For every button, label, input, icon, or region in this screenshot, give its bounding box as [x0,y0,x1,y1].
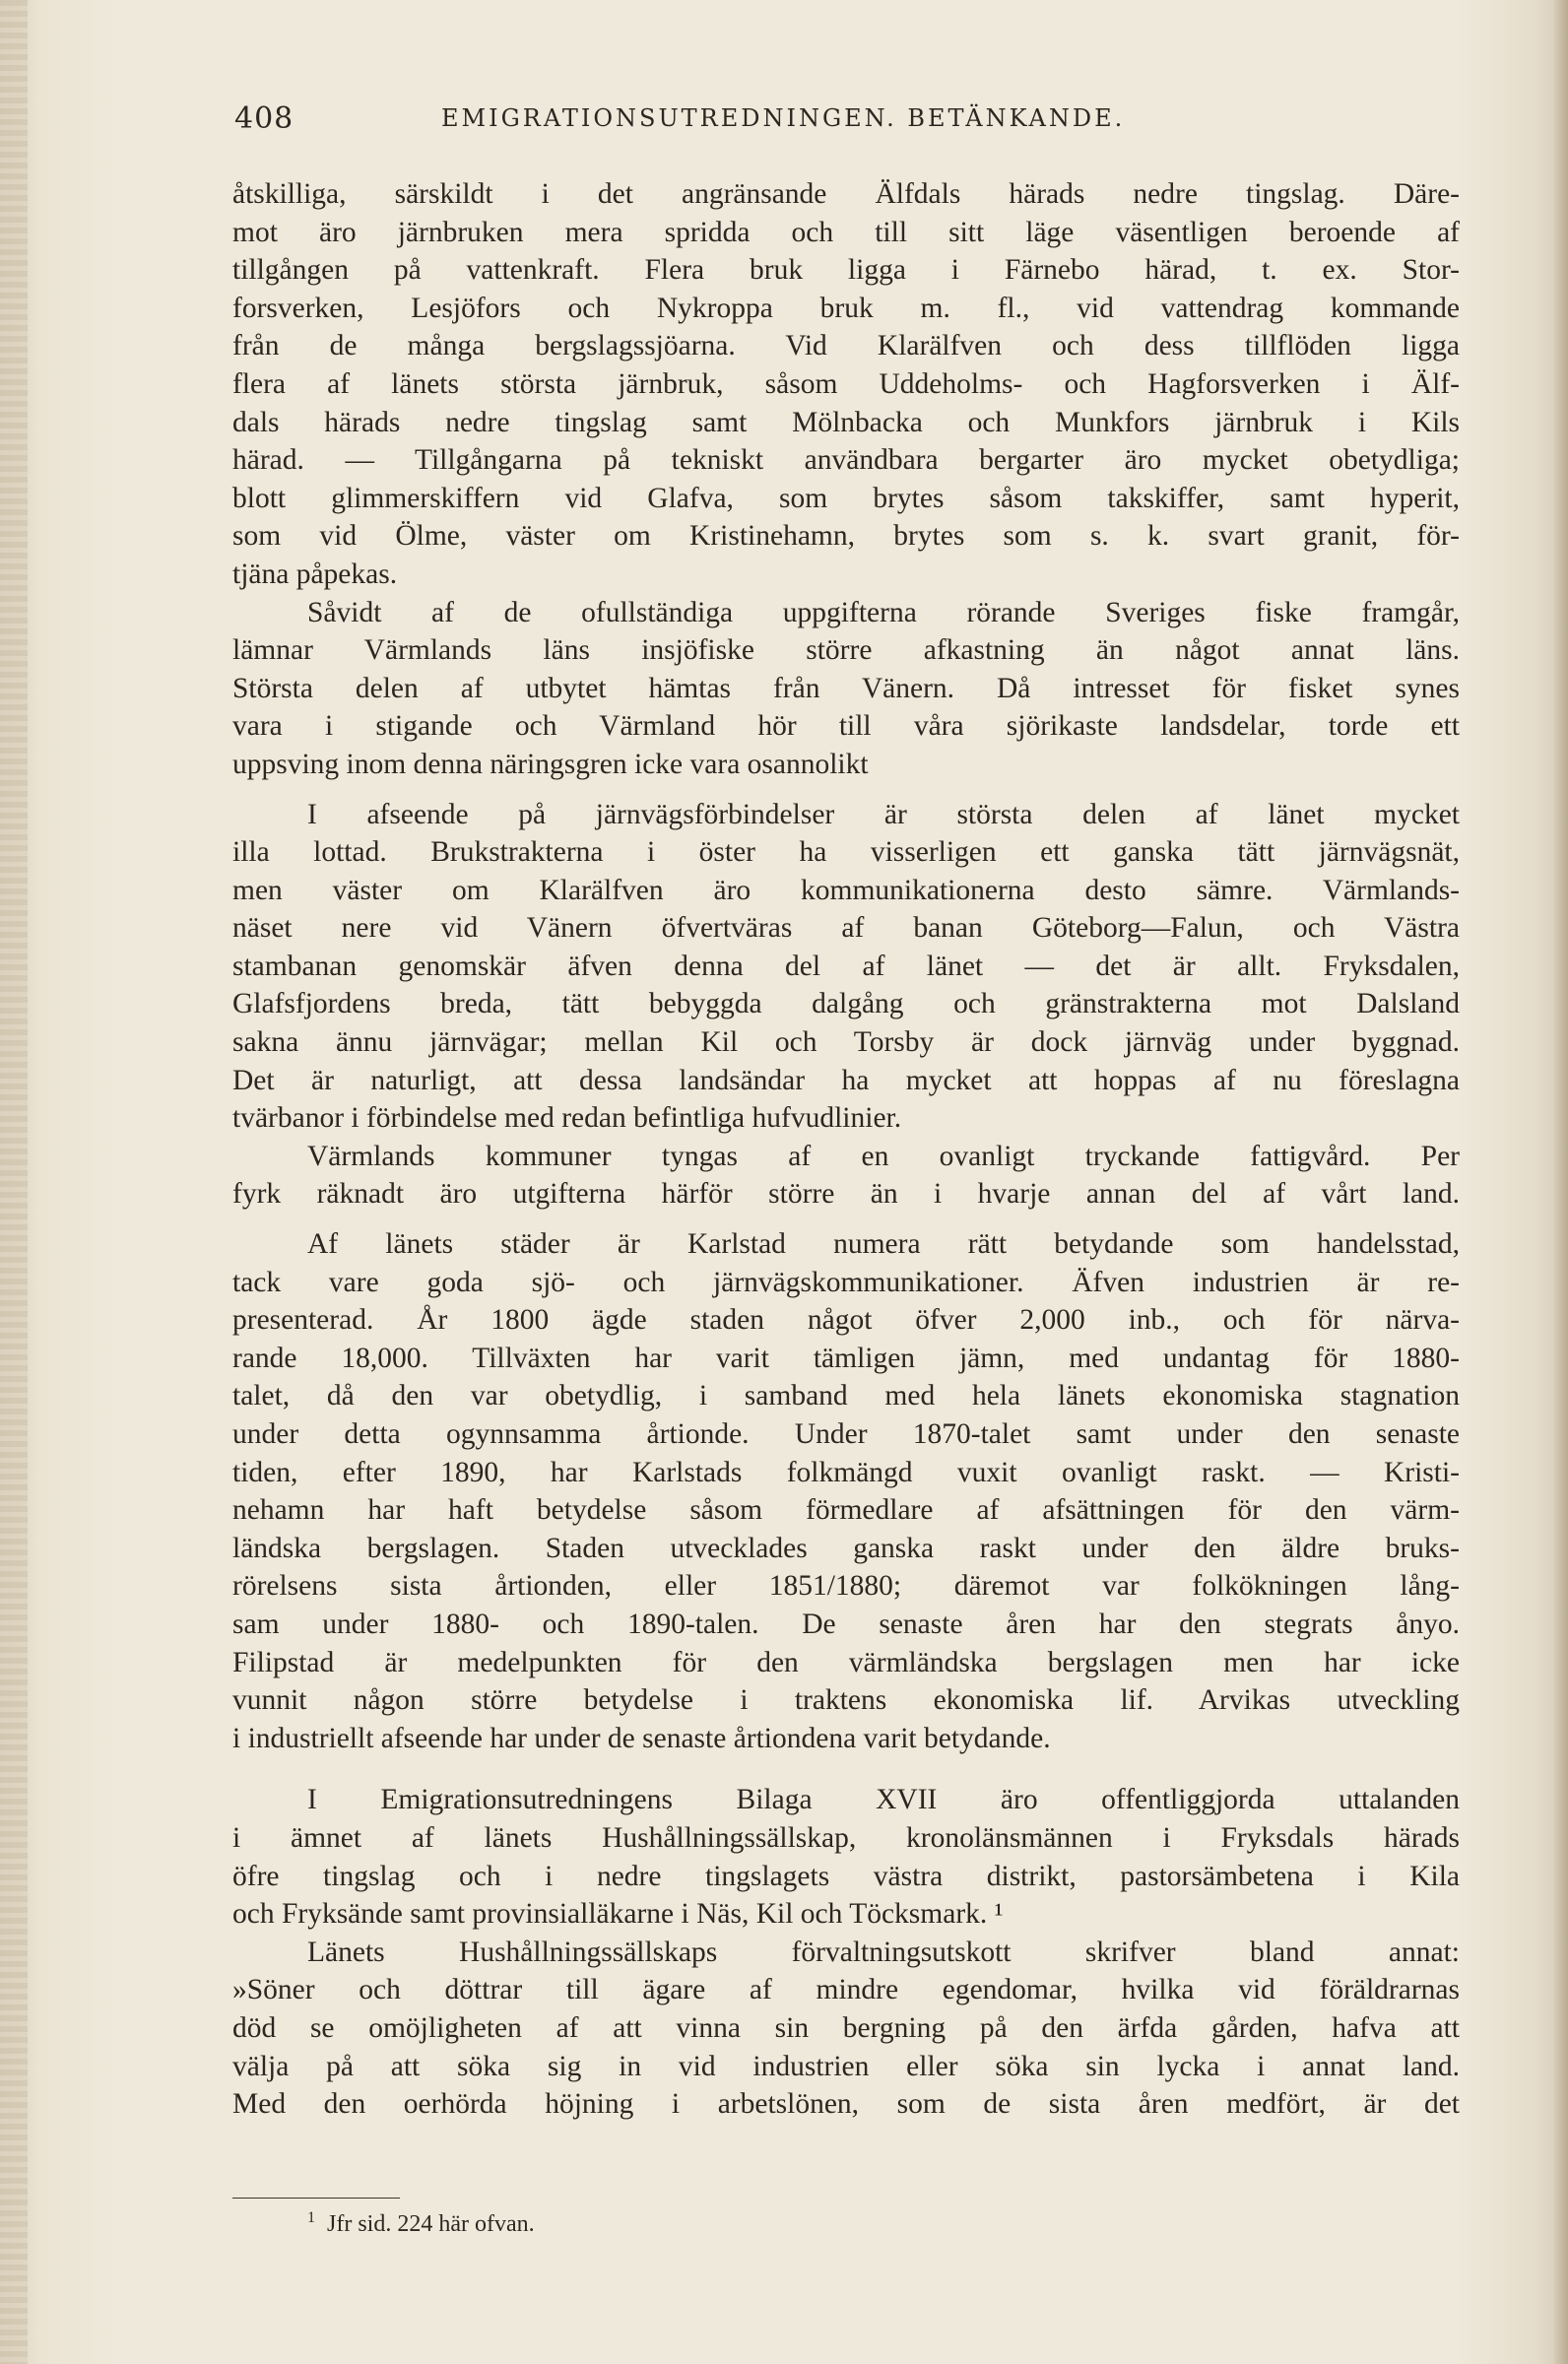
footnote [307,2209,535,2238]
text-line: men väster om Klarälfven äro kommunikationerna desto sämre. Värmlands- [232,874,1460,906]
text-line: nehamn har haft betydelse såsom förmedlare af afsättningen för den värm- [232,1494,1460,1527]
text-line: lämnar Värmlands läns insjöfiske större afkastning än något annat läns. [232,634,1460,667]
text-line: välja på att söka sig in vid industrien eller söka sin lycka i annat land. [232,2050,1460,2082]
text-line: Länets Hushållningssällskaps förvaltningsutskott skrifver bland annat: [307,1936,1460,1968]
text-line: dals härads nedre tingslag samt Mölnbacka och Munkfors järnbruk i Kils [232,406,1460,438]
running-head: EMIGRATIONSUTREDNINGEN. BETÄNKANDE. [441,104,1126,132]
text-line: härad. — Tillgångarna på tekniskt användbara bergarter äro mycket obetydliga; [232,444,1460,477]
text-line: tjäna påpekas. [232,558,398,590]
text-line: vunnit någon större betydelse i traktens ekonomiska lif. Arvikas utveckling [232,1684,1460,1717]
text-line: stambanan genomskär äfven denna del af länet — det är allt. Fryksdalen, [232,950,1460,982]
text-line: vara i stigande och Värmland hör till våra sjörikaste landsdelar, torde ett [232,710,1460,743]
text-line: rande 18,000. Tillväxten har varit tämligen jämn, med undantag för 1880- [232,1342,1460,1374]
page-binding-edge [0,0,28,2364]
text-line: tvärbanor i förbindelse med redan befintliga hufvudlinier. [232,1102,902,1135]
page-number: 408 [234,100,294,136]
text-line: död se omöjligheten af att vinna sin bergning på den ärfda gården, hafva att [232,2011,1460,2044]
text-line: Filipstad är medelpunkten för den värmländska bergslagen men har icke [232,1646,1460,1678]
text-line: tack vare goda sjö- och järnvägskommunikationer. Äfven industrien är re- [232,1266,1460,1298]
text-line: under detta ogynnsamma årtionde. Under 1870-talet samt under den senaste [232,1418,1460,1450]
text-line: tiden, efter 1890, har Karlstads folkmängd vuxit ovanligt raskt. — Kristi- [232,1456,1460,1488]
text-line: fyrk räknadt äro utgifterna härför större än i hvarje annan del af vårt land. [232,1178,1460,1211]
text-line: flera af länets största järnbruk, såsom Uddeholms- och Hagforsverken i Älf- [232,367,1460,400]
text-line: i ämnet af länets Hushållningssällskap, kronolänsmännen i Fryksdals härads [232,1821,1460,1854]
footnote-marker: 1 [307,2209,315,2226]
text-line: Värmlands kommuner tyngas af en ovanligt tryckande fattigvård. Per [307,1140,1460,1172]
text-line: Såvidt af de ofullständiga uppgifterna rörande Sveriges fiske framgår, [307,596,1460,628]
page-fore-edge [1554,0,1568,2364]
text-line: Glafsfjordens breda, tätt bebyggda dalgång och gränstrakterna mot Dalsland [232,988,1460,1020]
footnote-text: Jfr sid. 224 här ofvan. [327,2211,535,2237]
text-line: sam under 1880- och 1890-talen. De senaste åren har den stegrats ånyo. [232,1608,1460,1640]
text-line: i industriellt afseende har under de senaste årtiondena varit betydande. [232,1722,1051,1754]
text-line: uppsving inom denna näringsgren icke vara osannolikt [232,748,869,780]
text-line: som vid Ölme, väster om Kristinehamn, brytes som s. k. svart granit, för- [232,520,1460,553]
text-line: talet, då den var obetydlig, i samband med hela länets ekonomiska stagnation [232,1380,1460,1412]
text-line: Det är naturligt, att dessa landsändar ha mycket att hoppas af nu föreslagna [232,1064,1460,1096]
text-line: sakna ännu järnvägar; mellan Kil och Torsby är dock järnväg under byggnad. [232,1026,1460,1059]
text-line: och Fryksände samt provinsialläkarne i Näs, Kil och Töcksmark. ¹ [232,1898,1004,1931]
text-line: forsverken, Lesjöfors och Nykroppa bruk m. fl., vid vattendrag kommande [232,292,1460,324]
text-line: presenterad. År 1800 ägde staden något öfver 2,000 inb., och för närva- [232,1304,1460,1337]
body-text [232,175,1460,2124]
text-line: illa lottad. Brukstrakterna i öster ha visserligen ett ganska tätt järnvägsnät, [232,836,1460,869]
text-line: »Söner och döttrar till ägare af mindre egendomar, hvilka vid föräldrarnas [232,1974,1460,2006]
text-line: I afseende på järnvägsförbindelser är största delen af länet mycket [307,798,1460,830]
text-line: blott glimmerskiffern vid Glafva, som brytes såsom takskiffer, samt hyperit, [232,482,1460,514]
text-line: mot äro järnbruken mera spridda och till sitt läge väsentligen beroende af [232,216,1460,248]
text-line: Med den oerhörda höjning i arbetslönen, som de sista åren medfört, är det [232,2088,1460,2121]
text-line: näset nere vid Vänern öfvertväras af banan Göteborg—Falun, och Västra [232,912,1460,945]
text-line: I Emigrationsutredningens Bilaga XVII äro offentliggjorda uttalanden [307,1784,1460,1816]
text-line: från de många bergslagssjöarna. Vid Klarälfven och dess tillflöden ligga [232,330,1460,362]
text-line: Af länets städer är Karlstad numera rätt betydande som handelsstad, [307,1228,1460,1261]
text-line: rörelsens sista årtionden, eller 1851/1880; däremot var folkökningen lång- [232,1570,1460,1603]
text-line: öfre tingslag och i nedre tingslagets västra distrikt, pastorsämbetena i Kila [232,1860,1460,1892]
footnote-rule [232,2198,400,2199]
text-line: tillgången på vattenkraft. Flera bruk ligga i Färnebo härad, t. ex. Stor- [232,254,1460,287]
page-header [234,98,1466,138]
text-line: ländska bergslagen. Staden utvecklades ganska raskt under den äldre bruks- [232,1532,1460,1564]
text-line: åtskilliga, särskildt i det angränsande Älfdals härads nedre tingslag. Däre- [232,178,1460,210]
text-line: Största delen af utbytet hämtas från Vänern. Då intresset för fisket synes [232,672,1460,704]
